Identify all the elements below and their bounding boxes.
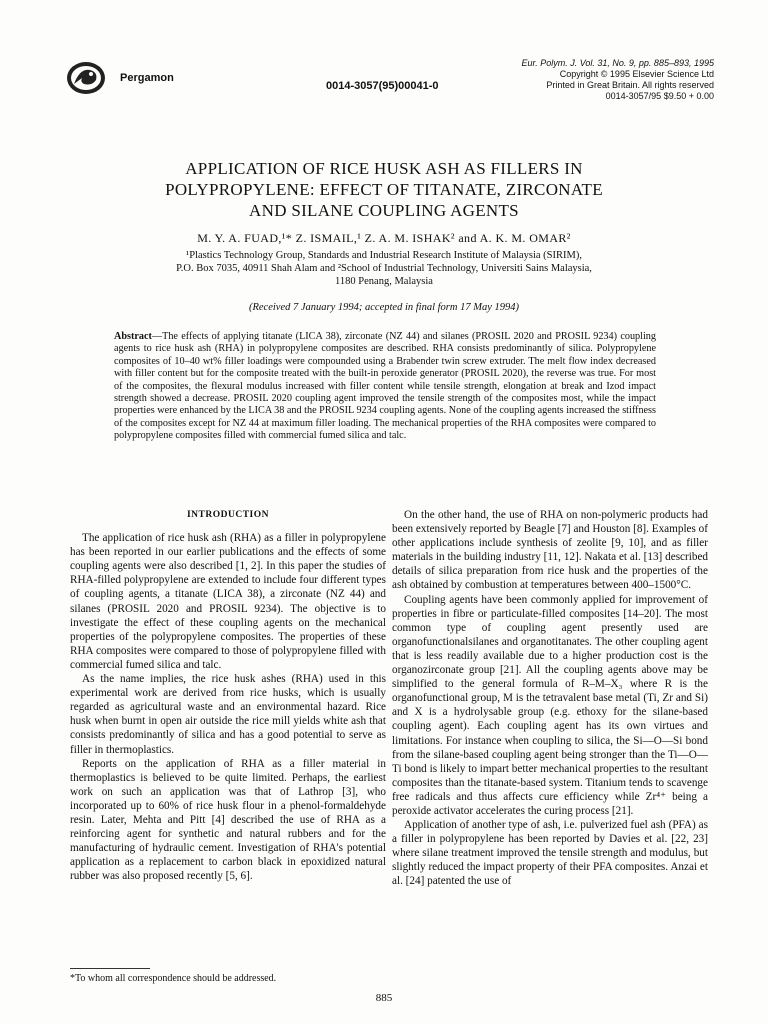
doi: 0014-3057(95)00041-0 [326,80,439,92]
footnote: *To whom all correspondence should be addressed. [70,973,277,984]
paragraph: As the name implies, the rice husk ashes (RHA) used in this experimental work are derived from rice husks, which is usually regarded as agricultural waste and an environmental hazard. Rice husk when burnt in open air outside the rice mill yields white ash that consists predominantly of silica and has a good potential to serve as filler in thermoplastics. [70,673,386,756]
printed-note: Printed in Great Britain. All rights reserved [546,80,714,90]
title-line: APPLICATION OF RICE HUSK ASH AS FILLERS IN [185,159,583,178]
title-line: AND SILANE COUPLING AGENTS [249,201,519,220]
footnote-divider [70,968,150,969]
pergamon-logo-icon [64,58,118,98]
page-header [64,58,714,108]
paragraph: Application of another type of ash, i.e. pulverized fuel ash (PFA) as a filler in polypropylene has been reported by Davies et al. [22, 23] where silane treatment improved the tensile strength and modulus, but slightly reduced the impact property of their PFA composites. Anzai et al. [24] patented the use of [392,819,708,888]
paragraph: On the other hand, the use of RHA on non-polymeric products had been extensively reported by Beagle [7] and Houston [8]. Examples of other applications include synthesis of zeolite [9, 10], and as filler materials in the building industry [11, 12]. Nakata et al. [13] described details of silica preparation from rice husk and the properties of the ash obtained by combustion at temperatures between 400–1500°C. [392,509,708,592]
affiliation-line: P.O. Box 7035, 40911 Shah Alam and ²School of Industrial Technology, Universiti Sains Malaysia, [176,263,592,274]
section-heading-introduction: INTRODUCTION [186,510,269,520]
affiliation-line: ¹Plastics Technology Group, Standards and Industrial Research Institute of Malaysia (SIRIM), [186,250,582,261]
abstract-text: —The effects of applying titanate (LICA 38), zirconate (NZ 44) and silanes (PROSIL 2020 and PROSIL 9234) coupling agents to rice husk ash (RHA) in polypropylene composites are described. RHA consists predominantly of silica. Polypropylene composites of 10–40 wt% filler loadings were compounded using a Brabender twin screw extruder. The melt flow index decreased with filler content but for the composite treated with the built-in peroxide generator (PROSIL 2020), the reverse was true. For most of the composites, the flexural modulus increased with filler content while tensile strength, elongation at break and Izod impact strength showed a decrease. PROSIL 2020 coupling agent improved the tensile strength of the composites most, while the impact properties were enhanced by the LICA 38 and the PROSIL 9234 coupling agents. None of the coupling agents increased the stiffness of the composites except for NZ 44 at maximum filler loading. The mechanical properties of the RHA composites were compared to polypropylene composites filled with commercial fumed silica and talc. [114,331,656,442]
abstract [114,331,656,443]
copyright: Copyright © 1995 Elsevier Science Ltd [559,69,714,79]
paragraph: Reports on the application of RHA as a filler material in thermoplastics is believed to be quite limited. Perhaps, the earliest work on such an application was that of Lathrop [3], who incorporated up to 60% of rice husk flour in a phenol-formaldehyde resin. Later, Mehta and Pitt [4] described the use of RHA as a reinforcing agent for synthetic and natural rubbers and for the manufacturing of hydraulic cement. Investigation of RHA's potential application as a replacement to carbon black in epoxidized natural rubber was also proposed recently [5, 6]. [70,757,386,883]
affiliations [64,249,704,288]
page-number: 885 [375,992,393,1004]
issn-price: 0014-3057/95 $9.50 + 0.00 [605,91,714,101]
journal-info [522,58,714,102]
author-list: M. Y. A. FUAD,¹* Z. ISMAIL,¹ Z. A. M. ISHAK² and A. K. M. OMAR² [197,231,571,245]
left-column [70,508,386,883]
abstract-label: Abstract [114,331,152,342]
paragraph: The application of rice husk ash (RHA) as a filler in polypropylene has been reported in our earlier publications and the effects of some coupling agents were also described [1, 2]. In this paper the studies of RHA-filled polypropylene are extended to include four different types of coupling agents, a titanate (LICA 38), a zirconate (NZ 44) and silanes (PROSIL 2020 and PROSIL 9234). The objective is to investigate the effect of these coupling agents on the mechanical properties of the polypropylene composites. The properties of these RHA composites were compared to those of polypropylene filled with commercial fumed silica and talc. [70,532,386,671]
publisher-name: Pergamon [120,72,174,84]
received-dates: (Received 7 January 1994; accepted in final form 17 May 1994) [248,302,519,313]
right-column [392,508,708,889]
title-line: POLYPROPYLENE: EFFECT OF TITANATE, ZIRCONATE [165,180,603,199]
paragraph: Coupling agents have been commonly applied for improvement of properties in fibre or particulate-filled composites [14–20]. The most common type of coupling agent presently used are organofunctionalsilanes and organotitanates. The other coupling agent that is less readily available due to a higher production cost is the organozirconate group [21]. All the coupling agents above may be simplified to the general formula of R–M–X₃ where R is the organofunctional group, M is the tetravalent base metal (Ti, Zr and Si) and X is a hydrolysable group (e.g. ethoxy for the silane-based coupling agent). Each coupling agent has its own virtues and limitations. For instance when coupling to silica, the Si—O—Si bond from the silane-based coupling agent being stronger than the Ti—O—Ti bond is likely to impart better mechanical properties to the resultant composites than the titanate-based system. Titanium tends to scavenge free radicals and thus affects cure efficiency while Zr⁴⁺ being a peroxide activator accelerates the curing process [21]. [392,593,708,817]
article-title [64,158,704,221]
affiliation-line: 1180 Penang, Malaysia [335,276,433,287]
journal-reference: Eur. Polym. J. Vol. 31, No. 9, pp. 885–893, 1995 [521,58,714,68]
